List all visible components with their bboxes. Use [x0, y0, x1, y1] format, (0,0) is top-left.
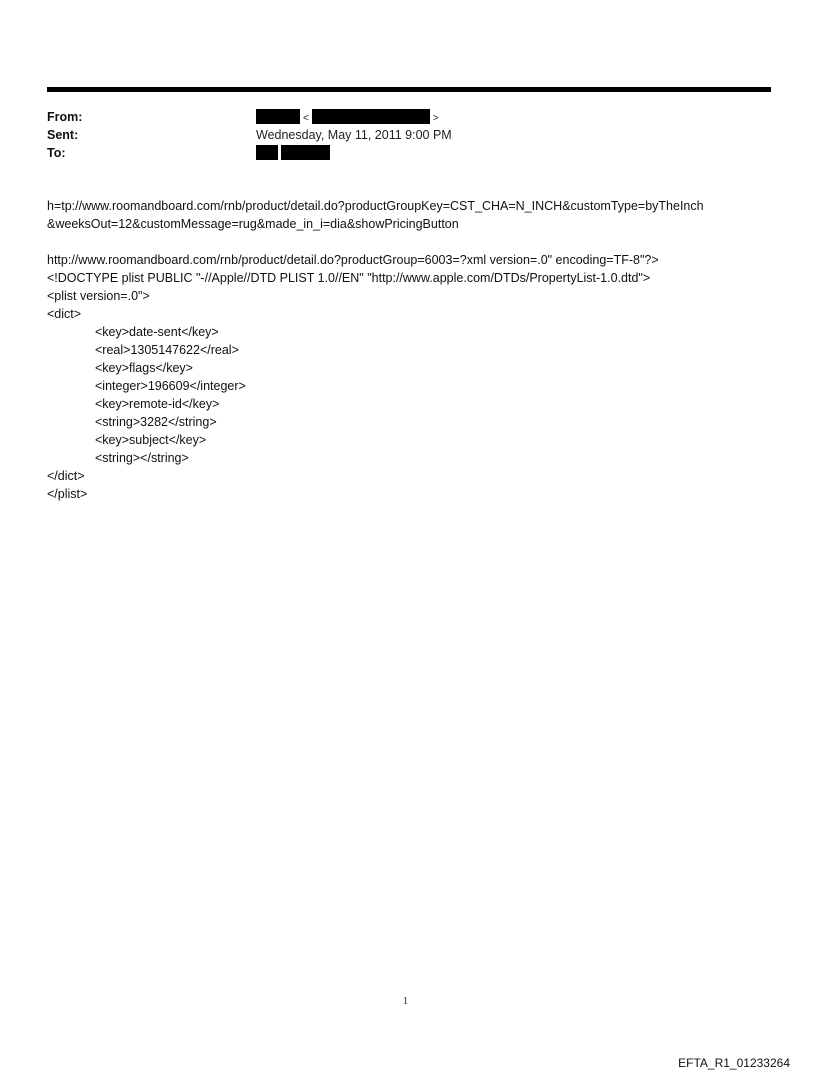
document-id: EFTA_R1_01233264 [678, 1056, 790, 1070]
body-line: <key>date-sent</key> [95, 325, 219, 339]
body-blank-line [47, 233, 782, 251]
body-line: <key>remote-id</key> [95, 397, 220, 411]
header-rule [47, 87, 771, 92]
body-line: </dict> [47, 469, 85, 483]
email-header [47, 108, 771, 162]
from-close-bracket: > [432, 113, 439, 124]
body-line: <integer>196609</integer> [95, 379, 246, 393]
sent-row [47, 126, 771, 144]
redaction-block [312, 109, 430, 124]
body-line: </plist> [47, 487, 88, 501]
to-value [256, 144, 330, 162]
redaction-block [256, 109, 300, 124]
sent-label: Sent: [47, 128, 79, 142]
body-line: h=tp://www.roomandboard.com/rnb/product/detail.do?productGroupKey=CST_CHA=N_INCH&customType=byTheInch [47, 199, 704, 213]
body-line: http://www.roomandboard.com/rnb/product/detail.do?productGroup=6003=?xml version=.0" encoding=TF-8"?> [47, 253, 659, 267]
page-number: 1 [403, 996, 408, 1007]
body-line: <string>3282</string> [95, 415, 217, 429]
body-line: <key>flags</key> [95, 361, 193, 375]
to-label: To: [47, 146, 66, 160]
from-row [47, 108, 771, 126]
from-label: From: [47, 110, 83, 124]
body-line: <key>subject</key> [95, 433, 207, 447]
redaction-block [256, 145, 278, 160]
body-line: &weeksOut=12&customMessage=rug&made_in_i=dia&showPricingButton [47, 217, 459, 231]
to-row [47, 144, 771, 162]
sent-value: Wednesday, May 11, 2011 9:00 PM [256, 128, 452, 142]
email-body [47, 197, 782, 503]
body-line: <dict> [47, 307, 82, 321]
body-line: <real>1305147622</real> [95, 343, 239, 357]
from-value [256, 108, 442, 128]
from-open-bracket: < [303, 113, 309, 124]
body-line: <!DOCTYPE plist PUBLIC "-//Apple//DTD PLIST 1.0//EN" "http://www.apple.com/DTDs/PropertyList-1.0.dtd"> [47, 271, 651, 285]
body-line: <plist version=.0"> [47, 289, 150, 303]
redaction-block [281, 145, 330, 160]
body-line: <string></string> [95, 451, 189, 465]
